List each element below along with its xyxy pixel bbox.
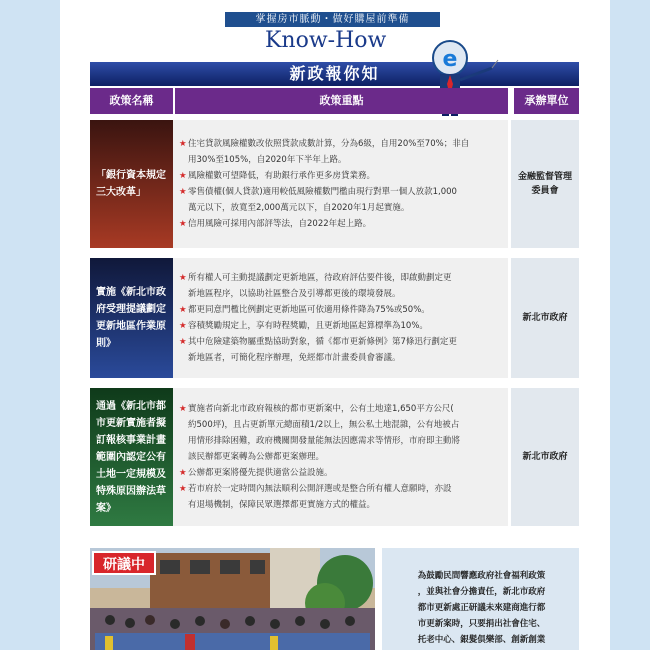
bullet-item: 新地區者，可簡化程序辦理，免經都市計畫委員會審議。 xyxy=(188,353,401,363)
star-icon: ★ xyxy=(179,484,187,494)
research-text xyxy=(382,548,579,650)
research-line: 市更新案時，只要捐出社會住宅、 xyxy=(417,619,546,629)
bullet-item: ★ 實施者向新北市政府報核的都市更新案中，公有土地達1,650平方公尺( xyxy=(179,401,504,417)
star-icon: ★ xyxy=(179,321,187,331)
bullet-item: ★ 若市府於一定時間內無法順利公開評選或是整合所有權人意願時，亦設 xyxy=(179,481,504,497)
banner-title: 新政報你知 xyxy=(90,62,579,86)
table-row xyxy=(90,120,579,248)
bullet-item: 新地區程序，以協助社區整合及引導都更後的環境發展。 xyxy=(188,289,401,299)
agency-name: 新北市政府 xyxy=(511,258,579,378)
column-header-unit: 承辦單位 xyxy=(511,88,579,114)
agency-name: 新北市政府 xyxy=(511,388,579,526)
star-icon: ★ xyxy=(179,305,187,315)
table-row xyxy=(90,258,579,378)
policy-name: 通過《新北市都市更新實施者擬訂報核事業計畫範圍內認定公有土地一定規模及特殊原因辦法草案》 xyxy=(90,388,173,526)
bullet-item: 萬元以下，放寬至2,000萬元以下，自2020年1月起實施。 xyxy=(188,203,410,213)
policy-details xyxy=(173,258,508,378)
bullet-item: 用30%至105%，自2020年下半年上路。 xyxy=(188,155,347,165)
policy-details xyxy=(173,120,508,248)
bullet-item: 用情形排除困難，政府機關開發量能無法因應需求等情形，市府即主動將 xyxy=(188,436,461,446)
research-line: ，並與社會分擔責任，新北市政府 xyxy=(417,587,546,597)
research-line: 都市更新處正研議未來建商進行都 xyxy=(417,603,546,613)
research-line: 為鼓勵民間響應政府社會福利政策 xyxy=(417,571,546,581)
bullet-item: 有退場機制，保障民眾選擇都更實施方式的權益。 xyxy=(188,500,376,510)
bullet-item: ★ 零售債權(個人貸款)適用較低風險權數門檻由現行對單一個人放款1,000 xyxy=(179,184,504,200)
agency-name: 金融監督管理委員會 xyxy=(511,120,579,248)
bullet-item: ★ 公辦都更案將優先提供適當公益設施。 xyxy=(179,465,504,481)
bullet-item: ★ 都更同意門檻比例劃定更新地區可依適用條件降為75%或50%。 xyxy=(179,302,504,318)
svg-text:e: e xyxy=(442,47,458,72)
page xyxy=(60,0,610,650)
tagline: 掌握房市脈動・做好購屋前準備 xyxy=(225,12,440,27)
bullet-item: ★ 其中危險建築物屬重點協助對象，循《都市更新條例》第7條迅行劃定更 xyxy=(179,334,504,350)
bullet-item: ★ 住宅貸款風險權數改依照貸款成數計算，分為6級，自用20%至70%；非自 xyxy=(179,136,504,152)
star-icon: ★ xyxy=(179,187,187,197)
research-line: 托老中心、銀髮俱樂部、創新創業 xyxy=(417,635,546,645)
research-tag: 研議中 xyxy=(92,551,156,575)
star-icon: ★ xyxy=(179,219,187,229)
star-icon: ★ xyxy=(179,468,187,478)
star-icon: ★ xyxy=(179,273,187,283)
star-icon: ★ xyxy=(179,404,187,414)
policy-name: 實施《新北市政府受理提議劃定更新地區作業原則》 xyxy=(90,258,173,378)
column-header-focus: 政策重點 xyxy=(173,88,508,114)
table-row xyxy=(90,388,579,526)
bullet-item: 該民辦都更案轉為公辦都更案辦理。 xyxy=(188,452,325,462)
column-header-policy: 政策名稱 xyxy=(90,88,173,114)
page-title: Know-How xyxy=(265,28,387,53)
bullet-item: 約500坪)，且占更新單元總面積1/2以上，無公私土地混雜，公有地被占 xyxy=(188,420,460,430)
bullet-item: ★ 信用風險可採用內部評等法，自2022年起上路。 xyxy=(179,216,504,232)
star-icon: ★ xyxy=(179,337,187,347)
policy-name: 「銀行資本規定三大改革」 xyxy=(90,120,173,248)
star-icon: ★ xyxy=(179,171,187,181)
bullet-item: ★ 所有權人可主動提議劃定更新地區，待政府評估要件後，即啟動劃定更 xyxy=(179,270,504,286)
bullet-item: ★ 風險權數可望降低，有助銀行承作更多房貸業務。 xyxy=(179,168,504,184)
bullet-item: ★ 容積獎勵規定上，享有時程獎勵，且更新地區起算標準為10%。 xyxy=(179,318,504,334)
star-icon: ★ xyxy=(179,139,187,149)
policy-details xyxy=(173,388,508,526)
